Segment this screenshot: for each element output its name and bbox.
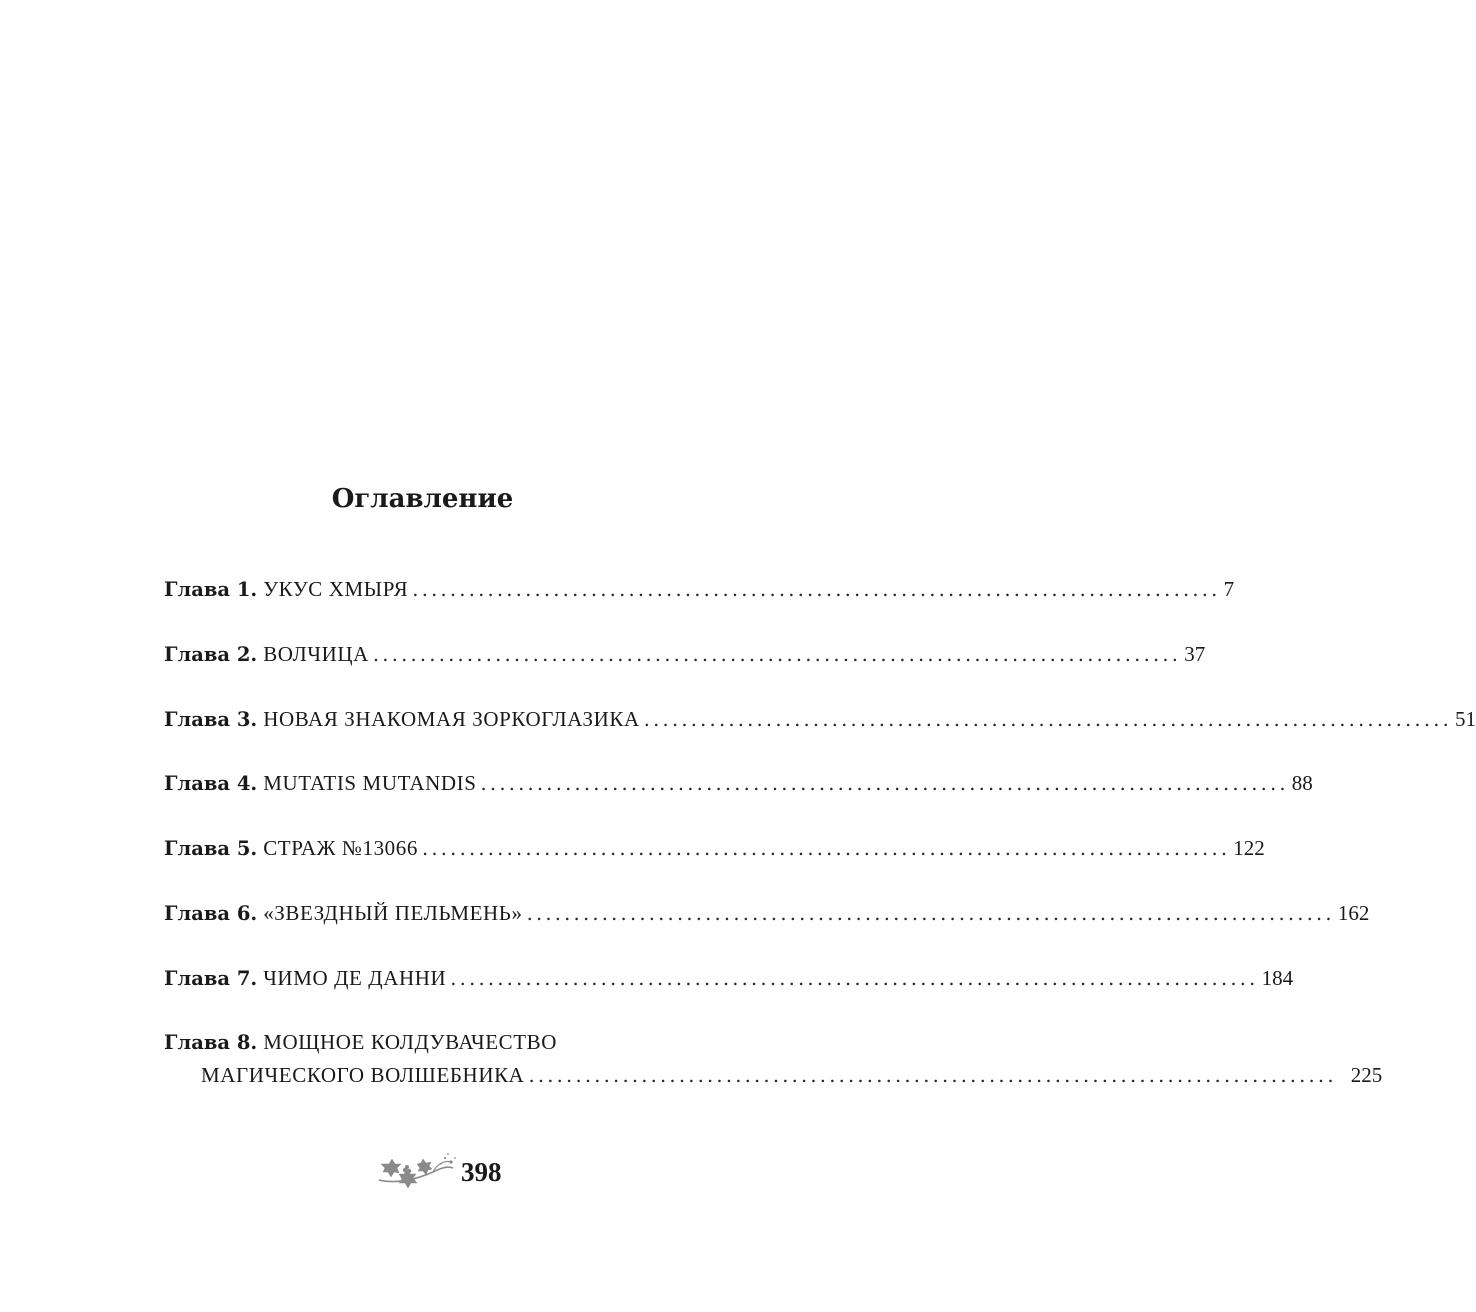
toc-heading: Оглавление (331, 484, 514, 514)
chapter-title-line-1: МОЩНОЕ КОЛДУВАЧЕСТВО (263, 1030, 558, 1054)
chapter-label: Глава 7. (164, 967, 258, 990)
toc-entry-chapter-8[interactable] (164, 1026, 1383, 1092)
dot-leader: ...................................................................................... (412, 578, 1221, 601)
chapter-title-line-2: МАГИЧЕСКОГО ВОЛШЕБНИКА (201, 1063, 525, 1087)
chapter-title: НОВАЯ ЗНАКОМАЯ ЗОРКОГЛАЗИКА (263, 707, 640, 731)
dot-leader: ...................................................................................... (421, 837, 1231, 860)
dot-leader: ...................................................................................... (643, 708, 1453, 731)
chapter-page-number: 122 (1233, 836, 1265, 860)
chapter-label: Глава 2. (164, 643, 258, 666)
toc-entry-chapter-5[interactable] (164, 832, 1265, 865)
chapter-title: УКУС ХМЫРЯ (263, 577, 409, 601)
chapter-page-number: 51 (1455, 707, 1476, 731)
dot-leader: ...................................................................................... (450, 967, 1259, 990)
toc-entry-chapter-3[interactable] (164, 703, 1476, 736)
chapter-title: MUTATIS MUTANDIS (263, 771, 477, 795)
chapter-title: «ЗВЕЗДНЫЙ ПЕЛЬМЕНЬ» (263, 901, 523, 925)
toc-entry-chapter-2[interactable] (164, 638, 1206, 671)
dot-leader: ...................................................................................... (372, 643, 1182, 666)
chapter-label: Глава 1. (164, 578, 258, 601)
chapter-page-number: 88 (1291, 771, 1313, 795)
page-folio (375, 1148, 502, 1196)
chapter-page-number: 7 (1223, 577, 1235, 601)
chapter-label: Глава 4. (164, 772, 258, 795)
chapter-label: Глава 5. (164, 837, 258, 860)
holly-branch-icon (375, 1150, 459, 1194)
chapter-title: ЧИМО ДЕ ДАННИ (263, 966, 447, 990)
chapter-title: ВОЛЧИЦА (263, 642, 369, 666)
chapter-page-number: 37 (1184, 642, 1206, 666)
page-number: 398 (461, 1156, 502, 1187)
toc-entry-chapter-6[interactable] (164, 897, 1370, 930)
chapter-page-number: 162 (1337, 901, 1370, 925)
dot-leader: ...................................................................................... (528, 1064, 1337, 1087)
toc-entry-chapter-7[interactable] (164, 962, 1294, 995)
toc-entry-chapter-4[interactable] (164, 767, 1313, 800)
chapter-page-number: 225 (1350, 1063, 1383, 1087)
chapter-label: Глава 8. (164, 1031, 258, 1054)
dot-leader: ...................................................................................... (480, 772, 1289, 795)
dot-leader: ...................................................................................... (526, 902, 1335, 925)
chapter-page-number: 184 (1261, 966, 1294, 990)
toc-entry-chapter-1[interactable] (164, 573, 1235, 606)
table-of-contents (164, 0, 1476, 1312)
chapter-label: Глава 3. (164, 708, 258, 731)
chapter-title: СТРАЖ №13066 (263, 836, 418, 860)
chapter-label: Глава 6. (164, 902, 258, 925)
